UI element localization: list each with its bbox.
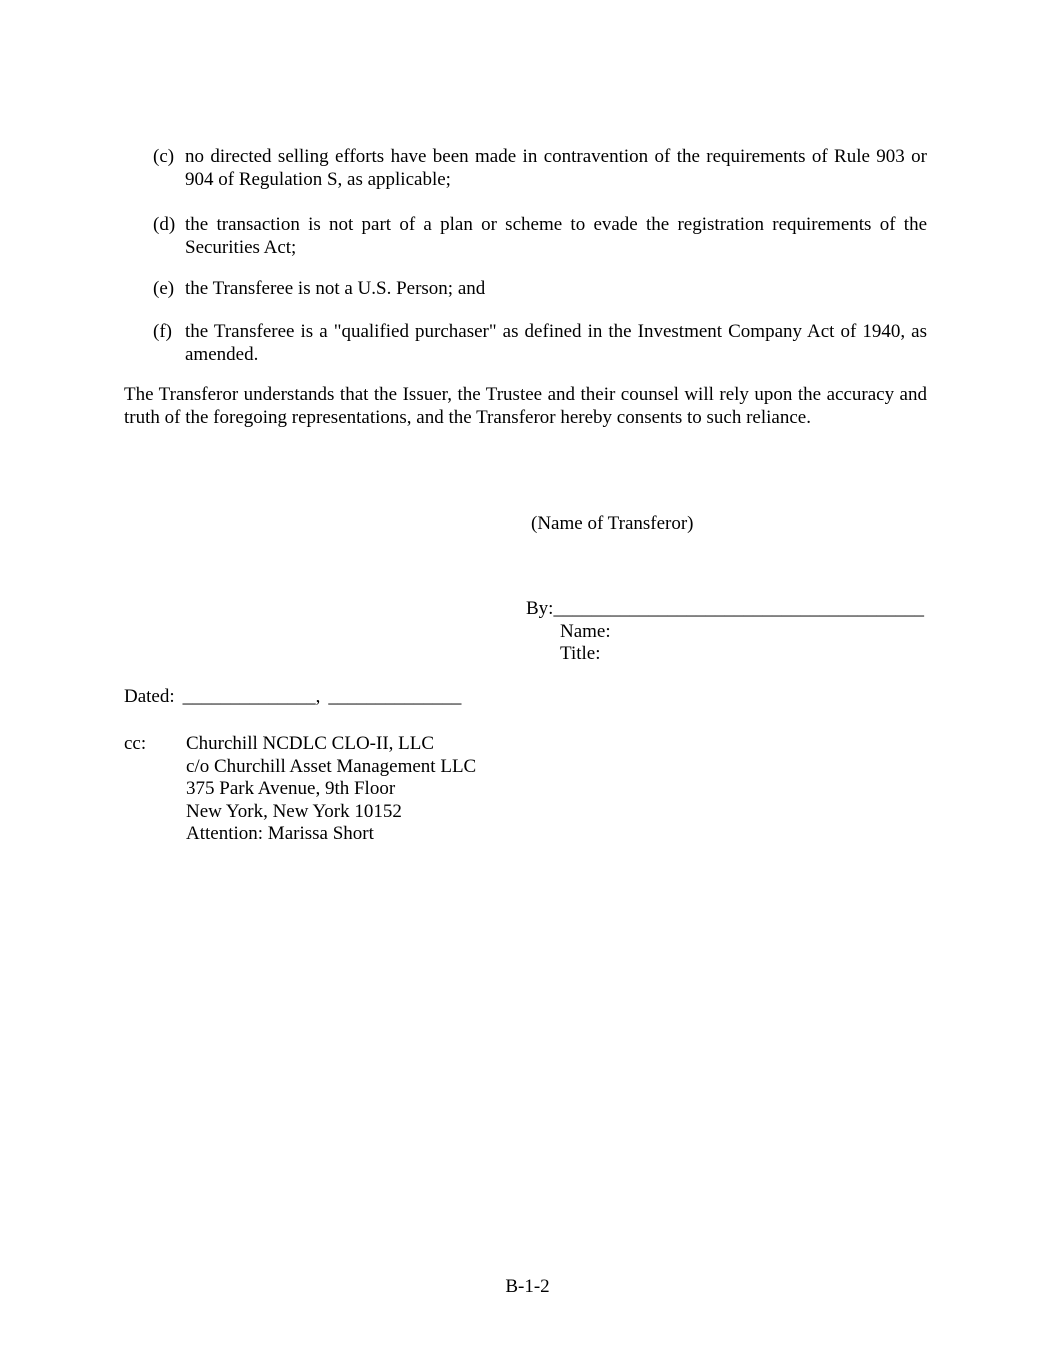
clause-text: the Transferee is not a U.S. Person; and	[185, 278, 486, 299]
clause-item-f	[153, 321, 927, 366]
page-number: B-1-2	[505, 1276, 550, 1297]
signature-name-label: Name:	[560, 621, 611, 642]
cc-address-line: Attention: Marissa Short	[186, 823, 374, 844]
clause-text: the transaction is not part of a plan or scheme to evade the registration requirements of the Securities Act;	[185, 214, 927, 258]
cc-address	[186, 733, 476, 846]
clause-item-c	[153, 146, 927, 191]
dated-blank-1: ______________	[182, 686, 316, 707]
by-label: By:	[526, 598, 554, 619]
cc-address-line: 375 Park Avenue, 9th Floor	[186, 778, 396, 799]
cc-address-line: c/o Churchill Asset Management LLC	[186, 755, 477, 777]
clause-text: the Transferee is a "qualified purchaser" as defined in the Investment Company Act of 1940, as amended.	[185, 321, 927, 365]
cc-address-line: New York, New York 10152	[186, 800, 402, 822]
clause-marker: (c)	[153, 146, 175, 167]
clause-marker: (f)	[153, 321, 172, 342]
signature-by-line	[526, 598, 924, 621]
signature-line: _______________________________________	[553, 598, 924, 619]
transferor-name-caption: (Name of Transferor)	[531, 513, 694, 534]
signature-title-label: Title:	[560, 643, 601, 664]
dated-comma: ,	[315, 686, 321, 707]
clause-item-e	[153, 278, 927, 301]
clause-marker: (d)	[153, 214, 176, 235]
cc-block	[124, 733, 476, 846]
dated-label: Dated:	[124, 686, 175, 707]
cc-label: cc:	[124, 733, 147, 754]
clause-item-d	[153, 214, 927, 259]
clause-marker: (e)	[153, 278, 175, 299]
clause-text: no directed selling efforts have been made in contravention of the requirements of Rule 903 or 904 of Regulation S, as applicable;	[185, 146, 927, 190]
reliance-paragraph: The Transferor understands that the Issuer, the Trustee and their counsel will rely upon the accuracy and truth of the foregoing representations, and the Transferor hereby consents to such reliance.	[124, 384, 927, 428]
dated-blank-2: ______________	[328, 686, 462, 707]
cc-address-line: Churchill NCDLC CLO-II, LLC	[186, 733, 435, 754]
dated-line	[124, 686, 461, 709]
